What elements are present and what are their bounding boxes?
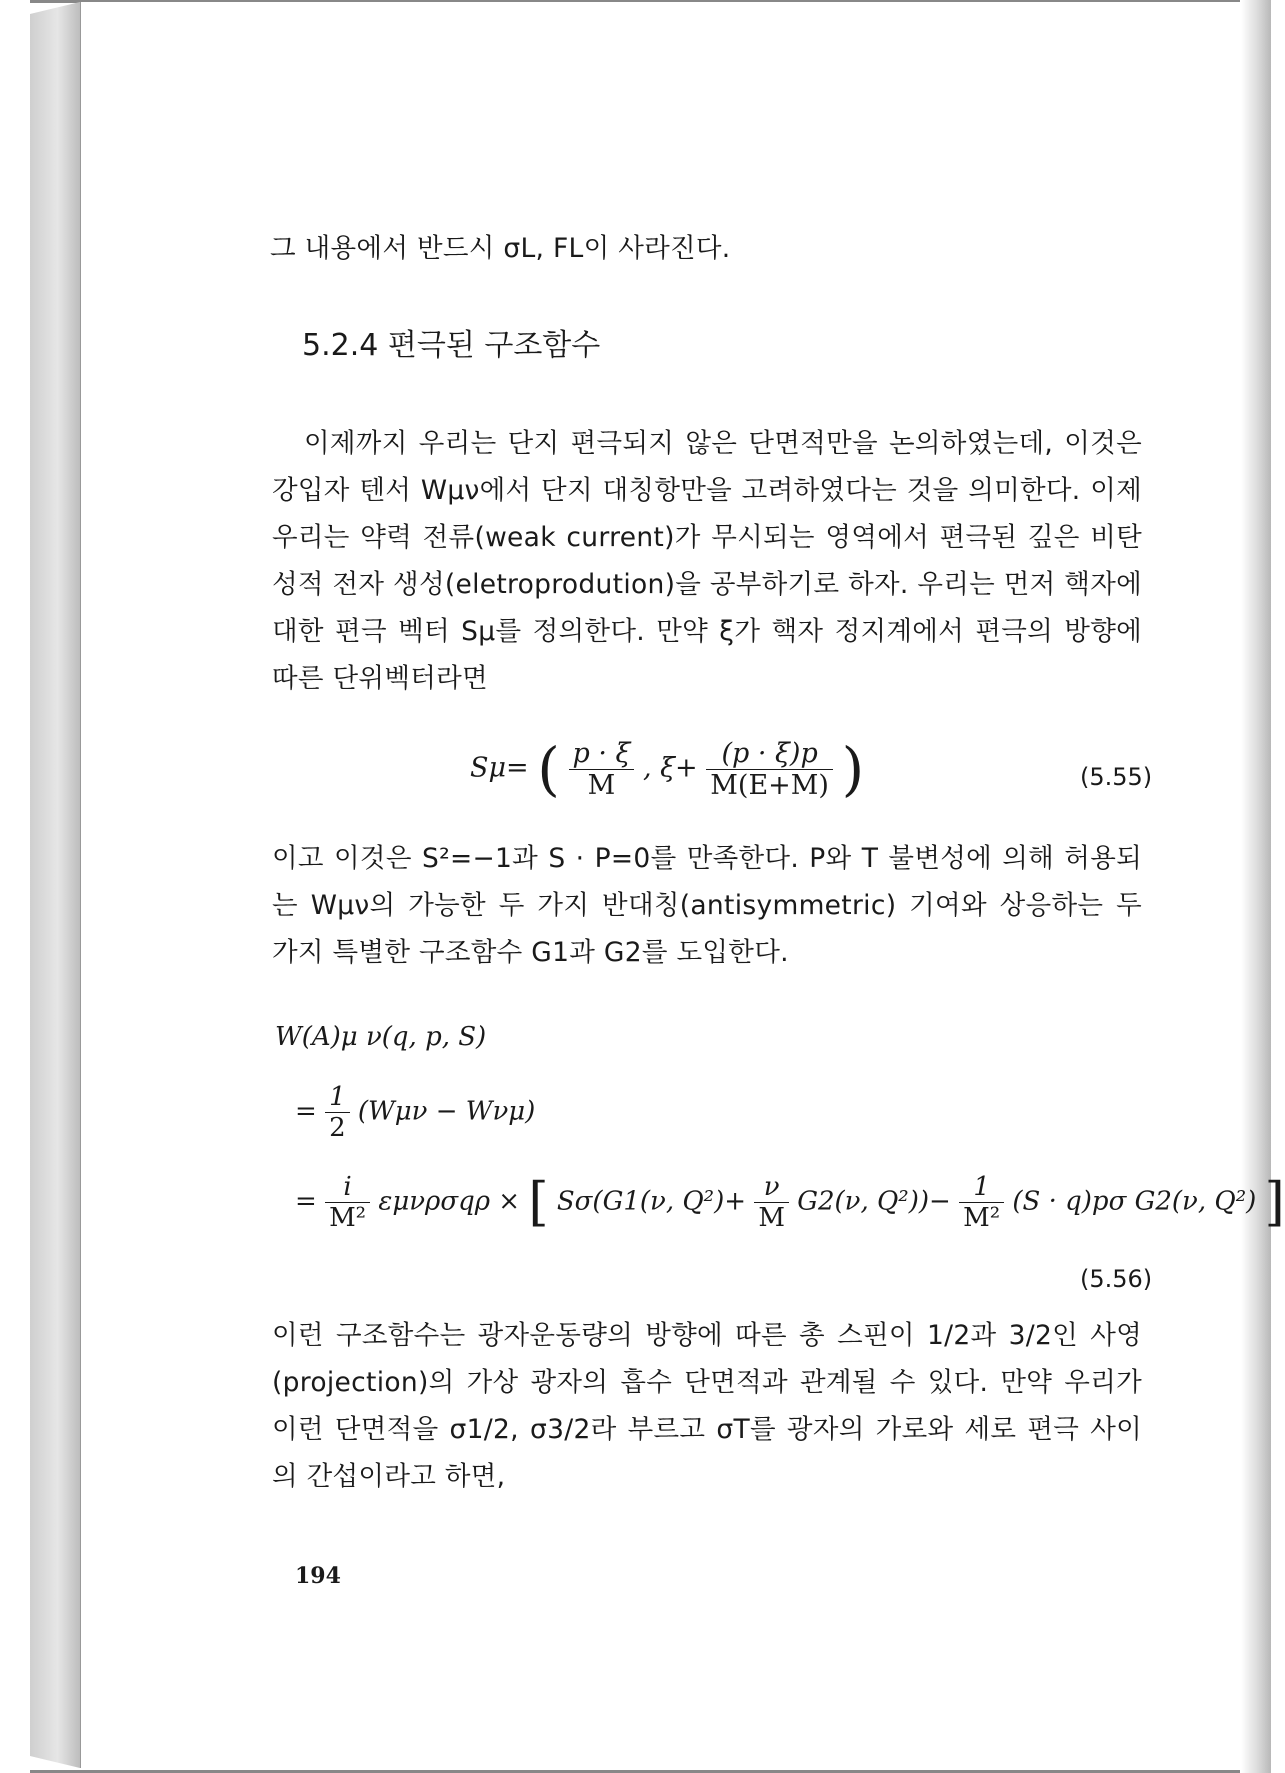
eq2-line3-b: Sσ(G1(ν, Q²)+ [556, 1186, 747, 1217]
eq1-fraction-2 [706, 738, 833, 801]
eq2-frac3-den: M² [963, 1203, 1001, 1233]
eq1-fraction-1 [569, 738, 635, 801]
lead-line: 그 내용에서 반드시 σL, FL이 사라진다. [270, 233, 731, 264]
eq2-nu-fraction [754, 1172, 789, 1233]
eq1-frac2-den: M(E+M) [710, 769, 829, 801]
equation-5-55 [470, 735, 864, 803]
paragraph-1: 이제까지 우리는 단지 편극되지 않은 단면적만을 논의하였는데, 이것은 강입자 텐서 Wμν에서 단지 대칭항만을 고려하였다는 것을 의미한다. 이제 우리는 약력 전류(weak current)가 무시되는 영역에서 편극된 깊은 비탄성적 전자 생성(eletroprodution)을 공부하기로 하자. 우리는 먼저 핵자에 대한 편극 벡터 Sμ를 정의한다. 만약 ξ가 핵자 정지계에서 편극의 방향에 따른 단위벡터라면 [272, 428, 1142, 694]
eq2-nu-den: M [758, 1203, 785, 1233]
eq2-line3-c: G2(ν, Q²))− [797, 1186, 951, 1217]
eq2-i-fraction [325, 1172, 370, 1233]
eq2-line-3: = $\frac{i}{\text{M²}}$ εμνρσqρ × [ Sσ(G1(ν, Q²)+ $\frac{\nu}{M}$ G2(ν, Q²))− $\frac{1}{\text{M²}}$ (S · q)pσ G2(ν, Q²) ] [295, 1172, 1285, 1233]
eq2-open-bracket: [ [528, 1172, 549, 1233]
eq2-half-fraction [325, 1082, 350, 1143]
eq1-open-paren: ( [537, 735, 560, 803]
section-heading: 5.2.4 편극된 구조함수 [302, 328, 601, 363]
eq1-frac2-num: (p · ξ)p [706, 738, 833, 770]
page-number: 194 [295, 1563, 341, 1589]
eq2-one-over-m2-fraction [959, 1172, 1004, 1233]
paragraph-2: 이고 이것은 S²=−1과 S · P=0를 만족한다. P와 T 불변성에 의해 허용되는 Wμν의 가능한 두 가지 반대칭(antisymmetric) 기여와 상응하는 두 가지 특별한 구조함수 G1과 G2를 도입한다. [272, 843, 1142, 968]
eq1-frac1-den: M [587, 769, 616, 801]
book-spine [30, 2, 80, 1768]
eq1-lhs: Sμ= [470, 752, 529, 784]
eq2-i-den: M² [329, 1203, 367, 1233]
equation-number-5-55: (5.55) [1080, 763, 1153, 791]
eq2-line2-rest: (Wμν − Wνμ) [357, 1096, 536, 1127]
eq2-i-num: i [325, 1172, 370, 1203]
eq1-frac1-num: p · ξ [569, 738, 635, 770]
eq2-line3-d: (S · q)pσ G2(ν, Q²) [1012, 1186, 1257, 1217]
eq2-half-num: 1 [325, 1082, 350, 1113]
eq2-half-den: 2 [329, 1113, 346, 1143]
page-right-edge [1241, 0, 1271, 1773]
eq2-line-1: W(A)μ ν(q, p, S) [275, 1022, 487, 1052]
eq2-line-2: = $\frac{1}{2}$ (Wμν − Wνμ) [295, 1082, 536, 1143]
eq2-close-bracket: ] [1264, 1172, 1285, 1233]
equation-number-5-56: (5.56) [1080, 1265, 1153, 1293]
eq2-line3-a: εμνρσqρ × [378, 1186, 521, 1217]
paragraph-3: 이런 구조함수는 광자운동량의 방향에 따른 총 스핀이 1/2과 3/2인 사영(projection)의 가상 광자의 흡수 단면적과 관계될 수 있다. 만약 우리가 이런 단면적을 σ1/2, σ3/2라 부르고 σT를 광자의 가로와 세로 편극 사이의 간섭이라고 하면, [272, 1320, 1142, 1492]
eq1-close-paren: ) [841, 735, 865, 803]
eq1-mid: , ξ+ [643, 752, 698, 784]
eq2-nu-num: ν [754, 1172, 789, 1203]
eq2-frac3-num: 1 [959, 1172, 1004, 1203]
